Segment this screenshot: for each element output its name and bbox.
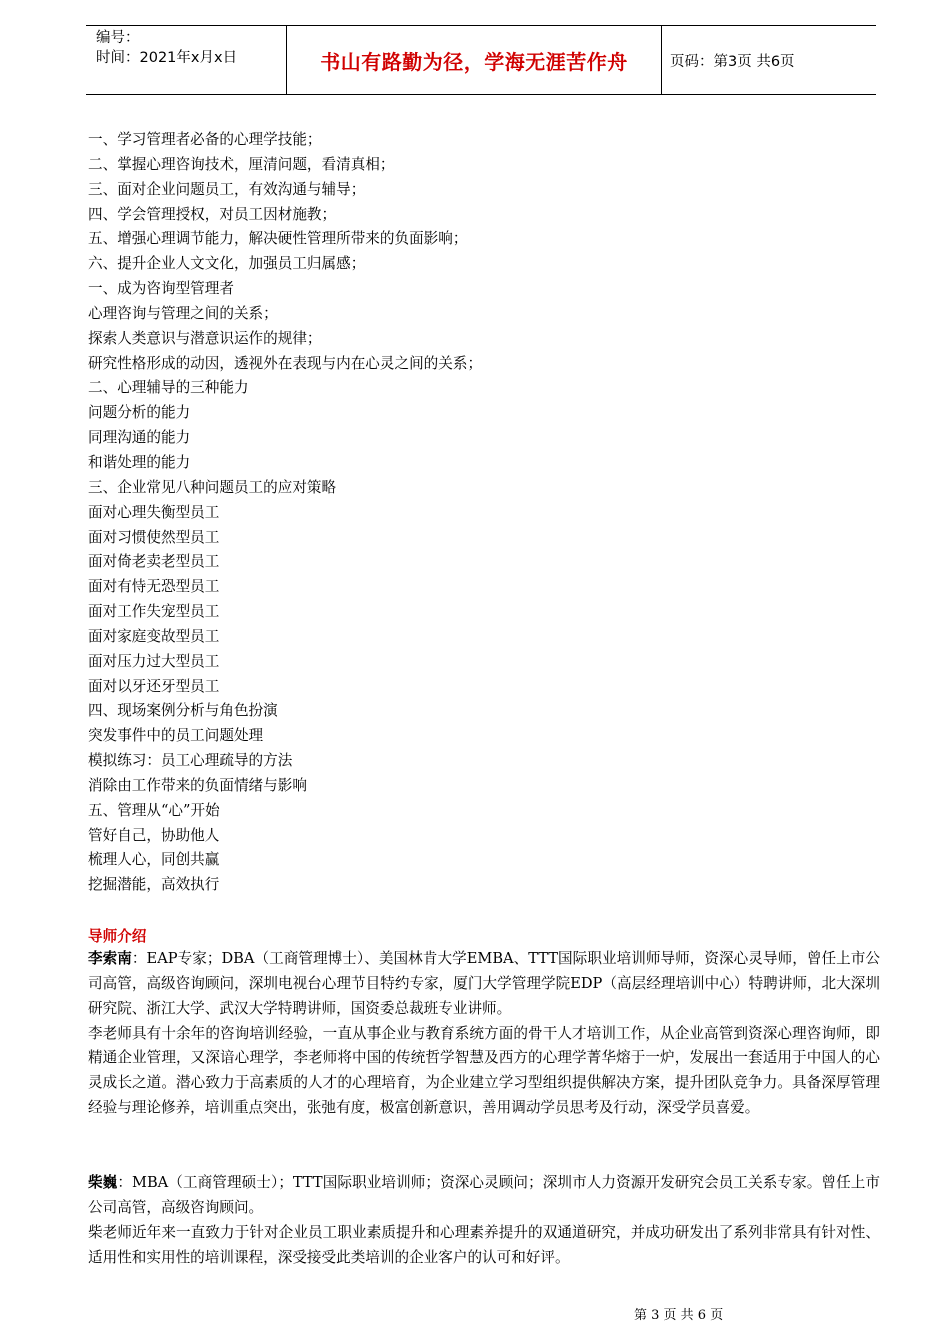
content-line: 四、现场案例分析与角色扮演 <box>88 702 278 720</box>
content-line: 管好自己，协助他人 <box>88 826 220 844</box>
mentor-intro-2 <box>88 1171 880 1221</box>
content-line: 探索人类意识与潜意识运作的规律； <box>88 329 322 347</box>
content-line: 面对家庭变故型员工 <box>88 627 220 645</box>
content-line: 面对有恃无恐型员工 <box>88 578 220 596</box>
content-line: 面对以牙还牙型员工 <box>88 677 220 695</box>
content-line: 面对心理失衡型员工 <box>88 503 220 521</box>
mentor-name-2: 柴巍 <box>88 1174 118 1191</box>
content-line: 研究性格形成的动因，透视外在表现与内在心灵之间的关系； <box>88 354 483 372</box>
content-line: 面对压力过大型员工 <box>88 652 220 670</box>
page-footer: 第 3 页 共 6 页 <box>634 1308 724 1323</box>
header-page-label: 页码：第3页 共6页 <box>670 53 795 70</box>
content-line: 二、心理辅导的三种能力 <box>88 379 249 397</box>
content-line: 和谐处理的能力 <box>88 453 191 471</box>
content-line: 心理咨询与管理之间的关系； <box>88 304 278 322</box>
content-line: 面对习惯使然型员工 <box>88 528 220 546</box>
content-line: 模拟练习：员工心理疏导的方法 <box>88 752 293 770</box>
mentor-intro-text-1: ：EAP专家；DBA（工商管理博士）、美国林肯大学EMBA、TTT国际职业培训师导师，资深心灵导师，曾任上市公司高管，高级咨询顾问，深圳电视台心理节目特约专家，厦门大学管理学院EDP（高层经理培训中心）特聘讲师，北大深圳研究院、浙江大学、武汉大学特聘讲师，国资委总裁班专业讲师。 <box>88 950 880 1017</box>
document-time-label: 时间：2021年x月x日 <box>96 50 238 66</box>
content-line: 突发事件中的员工问题处理 <box>88 727 264 745</box>
content-line: 三、企业常见八种问题员工的应对策略 <box>88 478 337 496</box>
content-line: 梳理人心，同创共赢 <box>88 851 220 869</box>
mentor-bio-1 <box>88 947 880 1121</box>
content-line: 消除由工作带来的负面情绪与影响 <box>88 776 307 794</box>
content-line: 五、增强心理调节能力，解决硬性管理所带来的负面影响； <box>88 230 468 248</box>
mentor-detail-1: 李老师具有十余年的咨询培训经验，一直从事企业与教育系统方面的骨干人才培训工作，从企业高管到资深心理咨询师，即精通企业管理，又深谙心理学，李老师将中国的传统哲学智慧及西方的心理学菁华熔于一炉，发展出一套适用于中国人的心灵成长之道。潜心致力于高素质的人才的心理培育，为企业建立学习型组织提供解决方案，提升团队竞争力。具备深厚管理经验与理论修养，培训重点突出，张弛有度，极富创新意识，善用调动学员思考及行动，深受学员喜爱。 <box>88 1024 880 1117</box>
content-line: 三、面对企业问题员工，有效沟通与辅导； <box>88 180 366 198</box>
page-header <box>86 25 876 95</box>
content-line: 六、提升企业人文文化，加强员工归属感； <box>88 255 366 273</box>
content-line: 问题分析的能力 <box>88 404 191 422</box>
content-line: 挖掘潜能，高效执行 <box>88 876 220 894</box>
content-line: 二、掌握心理咨询技术，厘清问题，看清真相； <box>88 155 395 173</box>
content-line: 五、管理从“心”开始 <box>88 801 220 819</box>
document-number-label: 编号： <box>96 30 140 46</box>
content-line: 一、成为咨询型管理者 <box>88 280 234 298</box>
mentor-name-1: 李索南 <box>88 950 132 967</box>
course-content-list <box>88 128 878 898</box>
content-line: 面对工作失宠型员工 <box>88 603 220 621</box>
mentor-intro-text-2: ：MBA（工商管理硕士）；TTT国际职业培训师；资深心灵顾问；深圳市人力资源开发研究会员工关系专家。曾任上市公司高管，高级咨询顾问。 <box>88 1174 880 1216</box>
content-line: 同理沟通的能力 <box>88 429 191 447</box>
mentor-bio-2 <box>88 1171 880 1270</box>
mentor-detail-2: 柴老师近年来一直致力于针对企业员工职业素质提升和心理素养提升的双通道研究，并成功研发出了系列非常具有针对性、适用性和实用性的培训课程，深受接受此类培训的企业客户的认可和好评。 <box>88 1223 880 1266</box>
header-motto: 书山有路勤为径，学海无涯苦作舟 <box>286 26 662 94</box>
content-line: 一、学习管理者必备的心理学技能； <box>88 131 322 148</box>
content-line: 面对倚老卖老型员工 <box>88 553 220 571</box>
mentor-intro-1 <box>88 947 880 1022</box>
mentor-section-title: 导师介绍 <box>88 928 147 945</box>
header-left-cell <box>86 26 286 94</box>
content-line: 四、学会管理授权，对员工因材施教； <box>88 205 337 223</box>
